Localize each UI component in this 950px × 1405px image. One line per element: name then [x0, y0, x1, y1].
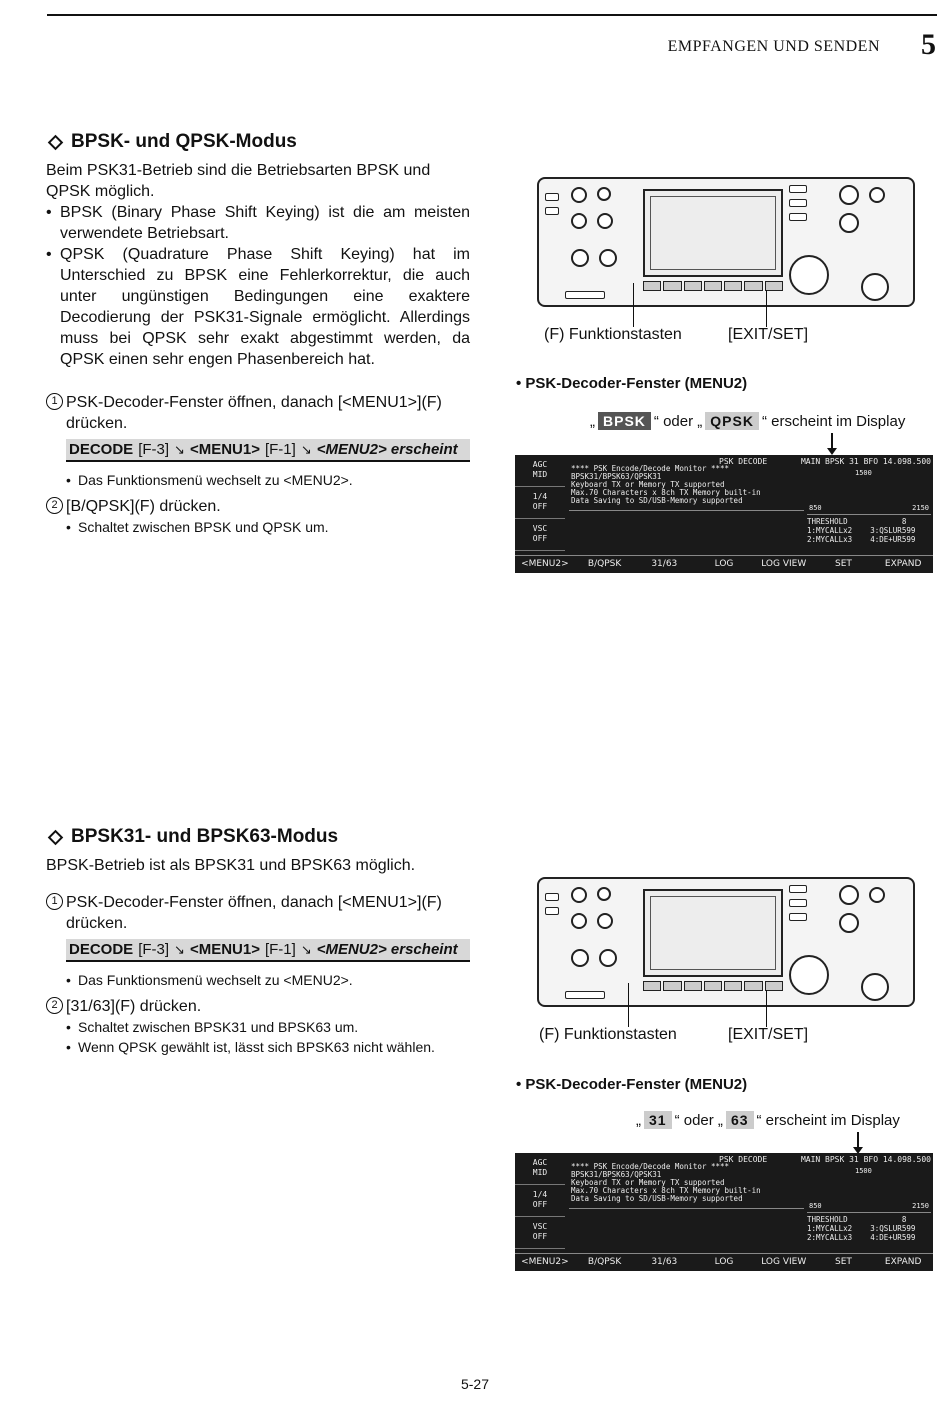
decoder-info: THRESHOLD 8 1:MYCALLx2 3:QSLUR599 2:MYCALLx3 4:DE+UR599 [807, 1215, 916, 1242]
step-note: • Das Funktionsmenü wechselt zu <MENU2>. [66, 470, 470, 490]
panel-label: • PSK-Decoder-Fenster (MENU2) [516, 375, 748, 392]
callout-function-keys: (F) Funktionstasten [544, 326, 682, 343]
bpsk63-tag: 63 [726, 1111, 754, 1129]
transceiver-front-panel [537, 877, 915, 1007]
function-menu [515, 1253, 933, 1271]
menu-item[interactable]: LOG VIEW [761, 1257, 807, 1267]
diamond-icon [48, 134, 64, 150]
menu-item[interactable]: 31/63 [651, 559, 678, 569]
callout-exit-set: [EXIT/SET] [728, 1026, 809, 1043]
step-note: • Wenn QPSK gewählt ist, lässt sich BPSK63 nicht wählen. [66, 1037, 470, 1057]
bullet-item: • QPSK (Quadrature Phase Shift Keying) hat im Unterschied zu BPSK eine Fehlerkorrektur, die auch unter ungünstigen Bedingungen eine exaktere Decodierung der PSK31-Signale ermöglicht. Allerdings muss bei QPSK sehr exakt abgestimmt werden, da QPSK einen sehr engen Phasenbereich hat. [46, 244, 470, 370]
decoder-message: **** PSK Encode/Decode Monitor **** BPSK31/BPSK63/QPSK31 Keyboard TX or Memory TX supported Max.70 Characters x 8ch TX Memory built-in Data Saving to SD/USB-Memory supported [571, 1162, 761, 1203]
key-sequence: DECODE [F-3] ↘ <MENU1> [F-1] ↘ <MENU2> erscheint [66, 439, 470, 462]
step-note: • Schaltet zwischen BPSK und QPSK um. [66, 517, 470, 537]
display-note: „ BPSK “ oder „ QPSK “ erscheint im Display [590, 412, 906, 430]
key-sequence: DECODE [F-3] ↘ <MENU1> [F-1] ↘ <MENU2> erscheint [66, 939, 470, 962]
function-keys[interactable] [643, 281, 783, 291]
arrow-icon: ↘ [300, 941, 312, 957]
spectrum-scope: 1500 850 2150 [807, 1165, 931, 1213]
step-1: 1 PSK-Decoder-Fenster öffnen, danach [<MENU1>](F) drücken. [46, 392, 470, 434]
chapter-number: 5 [921, 28, 936, 61]
arrow-icon: ↘ [174, 441, 185, 457]
decoder-header: PSK DECODE MAIN BPSK 31 BFO 14.098.500 [719, 457, 931, 466]
menu-item[interactable]: EXPAND [884, 1257, 922, 1267]
menu-item[interactable]: B/QPSK [587, 1257, 622, 1267]
panel-label: • PSK-Decoder-Fenster (MENU2) [516, 1076, 748, 1093]
decoder-header: PSK DECODE MAIN BPSK 31 BFO 14.098.500 [719, 1155, 931, 1164]
top-rule [47, 14, 937, 16]
display-note: „ 31 “ oder „ 63 “ erscheint im Display [636, 1111, 900, 1129]
function-menu [515, 555, 933, 573]
spectrum-scope: 1500 850 2150 [807, 467, 931, 515]
step-2: 2 [B/QPSK](F) drücken. [46, 496, 470, 517]
psk-decoder-display [515, 1153, 933, 1271]
psk-decoder-display [515, 455, 933, 573]
menu-item[interactable]: <MENU2> [521, 559, 569, 569]
intro-text: Beim PSK31-Betrieb sind die Betriebsarten BPSK und QPSK möglich. [46, 162, 431, 200]
menu-item[interactable]: EXPAND [884, 559, 922, 569]
radio-screen [643, 189, 783, 277]
transceiver-front-panel [537, 177, 915, 307]
step-number: 1 [46, 393, 63, 410]
menu-item[interactable]: LOG VIEW [761, 559, 807, 569]
down-arrow-icon [831, 433, 833, 449]
menu-item[interactable]: SET [835, 1257, 852, 1267]
callout-function-keys: (F) Funktionstasten [539, 1026, 677, 1043]
menu-item[interactable]: 31/63 [651, 1257, 678, 1267]
decoder-message: **** PSK Encode/Decode Monitor **** BPSK31/BPSK63/QPSK31 Keyboard TX or Memory TX supported Max.70 Characters x 8ch TX Memory built-in Data Saving to SD/USB-Memory supported [571, 464, 761, 505]
menu-item[interactable]: B/QPSK [587, 559, 622, 569]
diamond-icon [48, 829, 64, 845]
decoder-info: THRESHOLD 8 1:MYCALLx2 3:QSLUR599 2:MYCALLx3 4:DE+UR599 [807, 517, 916, 544]
step-note: • Schaltet zwischen BPSK31 und BPSK63 um. [66, 1017, 470, 1037]
down-arrow-icon [857, 1132, 859, 1148]
callout-exit-set: [EXIT/SET] [728, 326, 809, 343]
section-bpsk31-bpsk63 [46, 826, 470, 1057]
page-number: 5-27 [460, 1376, 490, 1392]
arrow-icon: ↘ [174, 941, 185, 957]
step-note: • Das Funktionsmenü wechselt zu <MENU2>. [66, 970, 470, 990]
bullet-item: • BPSK (Binary Phase Shift Keying) ist die am meisten verwendete Betriebsart. [46, 202, 470, 244]
step-2: 2 [31/63](F) drücken. [46, 996, 470, 1017]
main-dial[interactable] [789, 255, 829, 295]
intro-text: BPSK-Betrieb ist als BPSK31 und BPSK63 möglich. [46, 857, 416, 874]
main-dial[interactable] [789, 955, 829, 995]
step-number: 2 [46, 997, 63, 1014]
menu-item[interactable]: LOG [714, 559, 734, 569]
menu-item[interactable]: <MENU2> [521, 1257, 569, 1267]
qpsk-tag: QPSK [705, 412, 759, 430]
radio-screen [643, 889, 783, 977]
side-panel: AGC MID 1/4 OFF VSC OFF [515, 1153, 565, 1251]
bullet-list [46, 202, 470, 370]
step-number: 1 [46, 893, 63, 910]
chapter-title: EMPFANGEN UND SENDEN [667, 38, 880, 55]
menu-item[interactable]: SET [835, 559, 852, 569]
step-1: 1 PSK-Decoder-Fenster öffnen, danach [<MENU1>](F) drücken. [46, 892, 470, 934]
arrow-icon: ↘ [300, 441, 312, 457]
side-panel: AGC MID 1/4 OFF VSC OFF [515, 455, 565, 553]
bpsk-tag: BPSK [598, 412, 651, 430]
section-heading: BPSK31- und BPSK63-Modus [46, 826, 470, 848]
section-bpsk-qpsk [46, 131, 470, 537]
section-heading: BPSK- und QPSK-Modus [46, 131, 470, 153]
function-keys[interactable] [643, 981, 783, 991]
menu-item[interactable]: LOG [714, 1257, 734, 1267]
bpsk31-tag: 31 [644, 1111, 672, 1129]
step-number: 2 [46, 497, 63, 514]
